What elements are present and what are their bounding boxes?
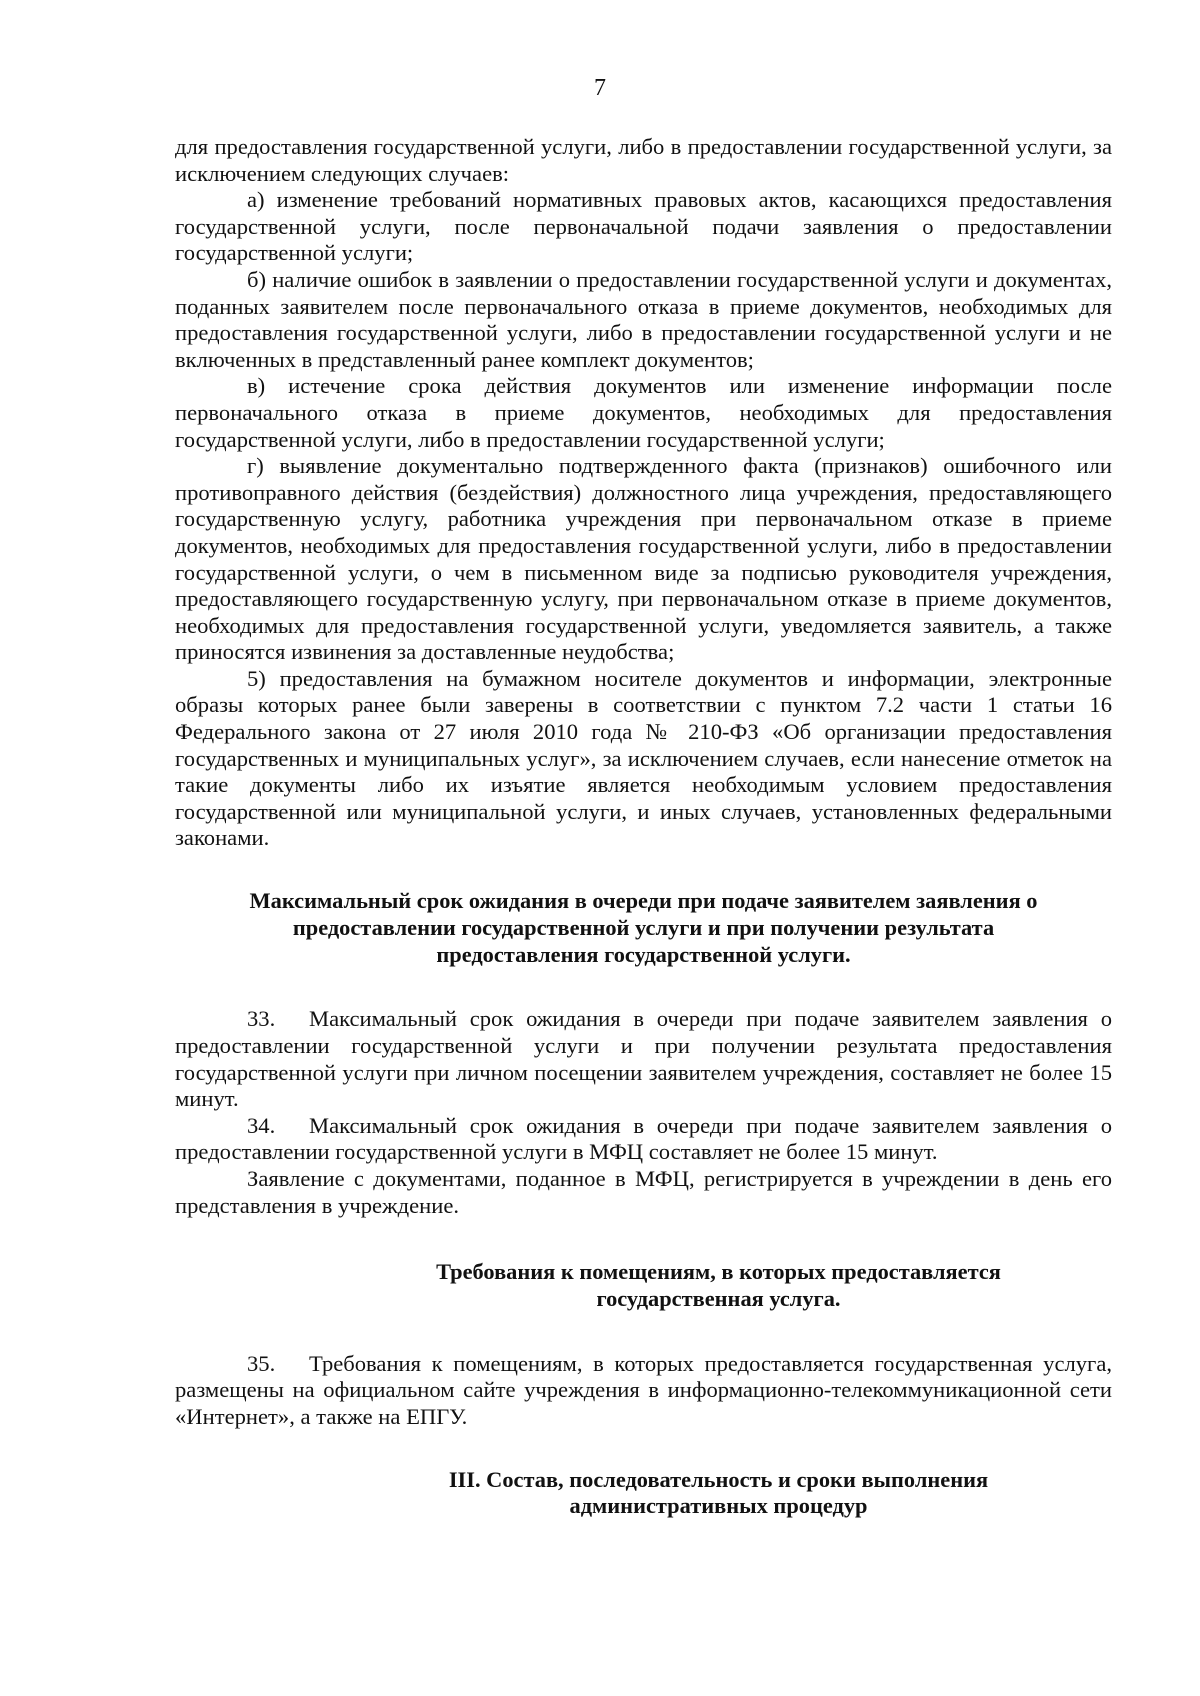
section-heading-premises	[175, 1259, 1112, 1313]
paragraph-34	[175, 1113, 1112, 1166]
heading-line: III. Состав, последовательность и сроки выполнения	[448, 1466, 989, 1492]
heading-line: государственная услуга.	[596, 1285, 841, 1311]
section-heading-iii	[175, 1467, 1112, 1521]
list-item-g: г) выявление документально подтвержденного факта (признаков) ошибочного или противоправного действия (бездействия) должностного лица учреждения, предоставляющего государственную услугу, работника учреждения при первоначальном отказе в приеме документов, необходимых для предоставления государственной услуги, либо в предоставлении государственной услуги, о чем в письменном виде за подписью руководителя учреждения, предоставляющего государственную услугу, при первоначальном отказе в приеме документов, необходимых для предоставления государственной услуги, уведомляется заявитель, а также приносятся извинения за доставленные неудобства;	[175, 453, 1112, 665]
list-item-v: в) истечение срока действия документов или изменение информации после первоначального отказа в приеме документов, необходимых для предоставления государственной услуги, либо в предоставлении государственной услуги;	[175, 373, 1112, 452]
list-item-b: б) наличие ошибок в заявлении о предоставлении государственной услуги и документах, поданных заявителем после первоначального отказа в приеме документов, необходимых для предоставления государственной услуги, либо в предоставлении государственной услуги и не включенных в представленный ранее комплект документов;	[175, 266, 1112, 372]
heading-line: Максимальный срок ожидания в очереди при подаче заявителем заявления о	[249, 888, 1038, 914]
page-body	[175, 134, 1112, 1520]
paragraph-text: Максимальный срок ожидания в очереди при подаче заявителем заявления о предоставлении государственной услуги и при получении результата предоставления государственной услуги при личном посещении заявителем учреждения, составляет не более 15 минут.	[175, 1006, 1112, 1112]
paragraph-number: 33.	[247, 1006, 276, 1032]
heading-line: административных процедур	[569, 1493, 868, 1519]
heading-line: Требования к помещениям, в которых предоставляется	[436, 1259, 1001, 1285]
paragraph-text: Требования к помещениям, в которых предоставляется государственная услуга, размещены на официальном сайте учреждения в информационно-телекоммуникационной сети «Интернет», а также на ЕПГУ.	[175, 1350, 1112, 1429]
paragraph-continuation: для предоставления государственной услуги, либо в предоставлении государственной услуги, за исключением следующих случаев:	[175, 134, 1112, 186]
heading-line: предоставления государственной услуги.	[436, 941, 851, 967]
list-item-a: а) изменение требований нормативных правовых актов, касающихся предоставления государственной услуги, после первоначальной подачи заявления о предоставлении государственной услуги;	[175, 187, 1112, 266]
paragraph-34-continuation: Заявление с документами, поданное в МФЦ, регистрируется в учреждении в день его представления в учреждение.	[175, 1165, 1112, 1218]
paragraph-text: Максимальный срок ожидания в очереди при подаче заявителем заявления о предоставлении государственной услуги в МФЦ составляет не более 15 минут.	[175, 1112, 1112, 1165]
paragraph-number: 35.	[247, 1350, 276, 1376]
paragraph-number: 34.	[247, 1112, 276, 1138]
heading-line: предоставлении государственной услуги и при получении результата	[292, 914, 995, 940]
paragraph-35	[175, 1351, 1112, 1431]
section-heading-wait-time	[175, 888, 1112, 968]
paragraph-33	[175, 1006, 1112, 1112]
list-item-5: 5) предоставления на бумажном носителе документов и информации, электронные образы которых ранее были заверены в соответствии с пунктом 7.2 части 1 статьи 16 Федерального закона от 27 июля 2010 года № 210-ФЗ «Об организации предоставления государственных и муниципальных услуг», за исключением случаев, если нанесение отметок на такие документы либо их изъятие является необходимым условием предоставления государственной или муниципальной услуги, и иных случаев, установленных федеральными законами.	[175, 665, 1112, 851]
page-number: 7	[594, 75, 606, 101]
